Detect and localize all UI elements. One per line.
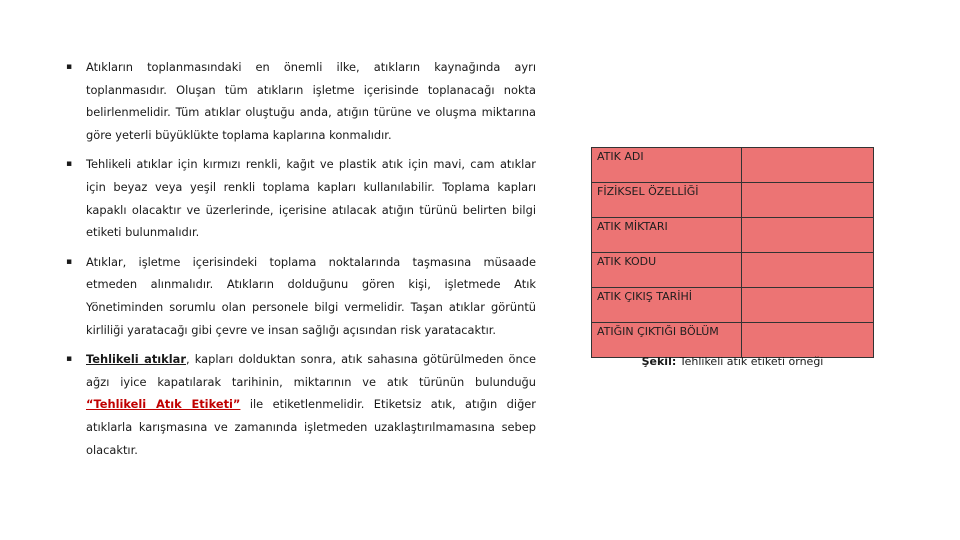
label-field-value xyxy=(742,288,874,323)
caption-text: Tehlikeli atık etiketi örneği xyxy=(676,355,824,368)
bullet-marker: ▪ xyxy=(66,256,73,267)
bullet-list xyxy=(62,56,536,468)
label-field-name: ATIĞIN ÇIKTIĞI BÖLÜM xyxy=(592,323,742,358)
label-field-name: ATIK ÇIKIŞ TARİHİ xyxy=(592,288,742,323)
label-field-name: ATIK ADI xyxy=(592,148,742,183)
hazardous-waste-label-table xyxy=(591,147,874,358)
paragraph-text: Atıkların toplanmasındaki en önemli ilke, atıkların kaynağında ayrı toplanmasıdır. Oluşan tüm atıkların işletme içerisinde toplanacağı nokta belirlenmelidir. Tüm atıklar oluştuğu anda, atığın türüne ve oluşma miktarına göre yeterli büyüklükte toplama kaplarına konmalıdır. xyxy=(86,60,536,142)
label-field-value xyxy=(742,253,874,288)
label-row-waste-name xyxy=(592,148,874,183)
label-row-waste-code xyxy=(592,253,874,288)
label-field-name: ATIK MİKTARI xyxy=(592,218,742,253)
hazardous-label-term: “Tehlikeli Atık Etiketi” xyxy=(86,397,241,412)
paragraph-waste-collection xyxy=(62,56,536,146)
paragraph-text: Tehlikeli atıklar için kırmızı renkli, kağıt ve plastik atık için mavi, cam atıklar için beyaz veya yeşil renkli toplama kapları kullanılabilir. Toplama kapları kapaklı olacaktır ve üzerlerinde, içerisine atılacak atığın türünü belirten bilgi etiketi bulunmalıdır. xyxy=(86,157,536,240)
label-row-waste-amount xyxy=(592,218,874,253)
label-field-value xyxy=(742,183,874,218)
paragraph-text: Atıklar, işletme içerisindeki toplama noktalarında taşmasına müsaade etmeden alınmalıdır. Atıkların dolduğunu gören kişi, işletmede Atık Yönetiminden sorumlu olan personele bilgi vermelidir. Taşan atıklar görüntü kirliliği yaratacağı gibi çevre ve insan sağlığı açısından risk yaratacaktır. xyxy=(86,254,536,337)
label-field-value xyxy=(742,218,874,253)
label-row-source-department xyxy=(592,323,874,358)
paragraph-text: ile etiketlenmelidir. Etiketsiz atık, atığın diğer atıklarla karışmasına ve zamanında işletmeden uzaklaştırılmamasına sebep olacaktır. xyxy=(86,397,536,457)
paragraph-text: , kapları dolduktan sonra, atık sahasına götürülmeden önce ağzı iyice kapatılarak tarihinin, miktarının ve atık türünün bulunduğu xyxy=(86,352,537,389)
paragraph-container-colors xyxy=(62,153,536,243)
label-row-exit-date xyxy=(592,288,874,323)
label-field-name: FİZİKSEL ÖZELLİĞİ xyxy=(592,183,742,218)
caption-prefix: Şekil: xyxy=(641,355,677,368)
bullet-marker: ▪ xyxy=(66,159,73,170)
label-field-value xyxy=(742,148,874,183)
paragraph-overflow xyxy=(62,251,536,341)
label-field-name: ATIK KODU xyxy=(592,253,742,288)
bullet-marker: ▪ xyxy=(66,62,73,72)
bullet-marker: ▪ xyxy=(66,354,73,365)
figure-caption xyxy=(591,355,874,368)
label-row-physical-property xyxy=(592,183,874,218)
hazardous-waste-term: Tehlikeli atıklar xyxy=(86,352,186,367)
label-field-value xyxy=(742,323,874,358)
paragraph-hazardous-labeling xyxy=(62,348,536,461)
